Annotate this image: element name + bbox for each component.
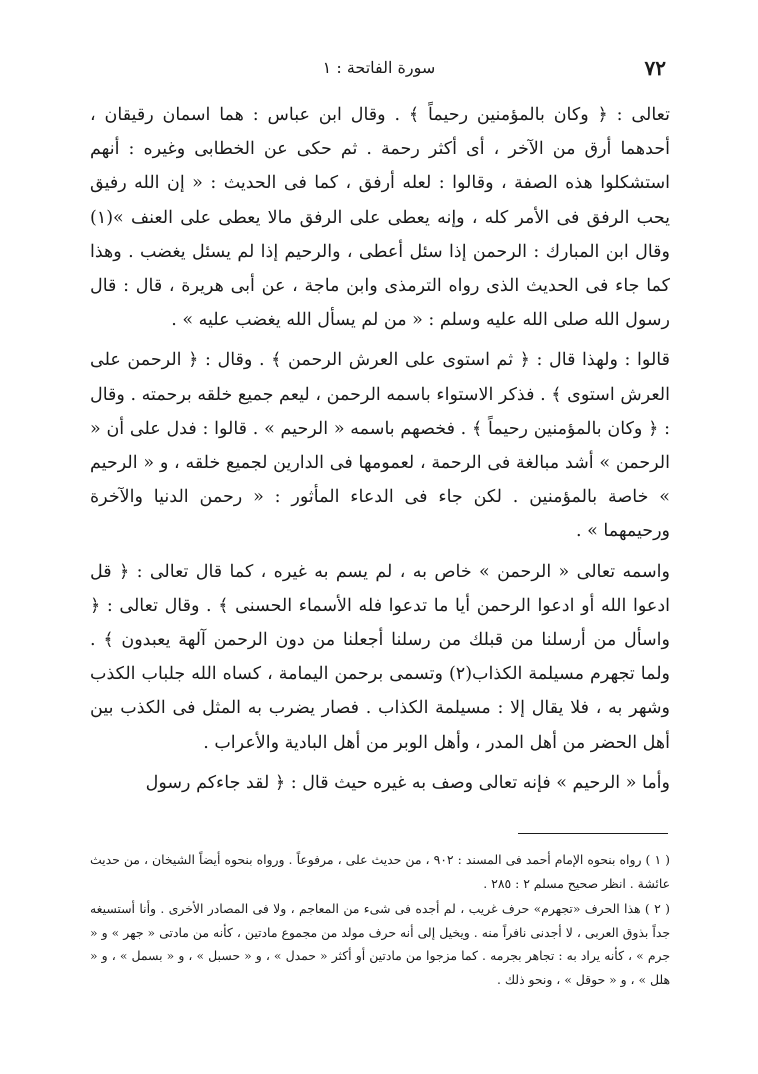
footnotes — [90, 848, 670, 991]
footnote: ( ٢ ) هذا الحرف «تجهرم» حرف غريب ، لم أجده فى شىء من المعاجم ، ولا فى المصادر الأخرى . وأنا أستسيغه جداً بذوق العربى ، لا أجدنى نافراً منه . ويخيل إلى أنه حرف مولد من مجموع مادتين ، كأنه من مادتى « جهر » و « جرم » ، كأنه يراد به : تجاهر بجرمه . كما مزجوا من مادتين أو أكثر « حمدل » ، و « حسبل » ، و « بسمل » ، و « هلل » ، و « حوقل » ، ونحو ذلك . — [90, 901, 670, 987]
page-header — [92, 56, 666, 86]
running-head: سورة الفاتحة : ١ — [322, 58, 436, 77]
paragraph: قالوا : ولهذا قال : ﴿ ثم استوى على العرش الرحمن ﴾ . وقال : ﴿ الرحمن على العرش استوى ﴾ . فذكر الاستواء باسمه الرحمن ، ليعم جميع خلقه برحمته . وقال : ﴿ وكان بالمؤمنين رحيماً ﴾ . فخصهم باسمه « الرحيم » . قالوا : فدل على أن « الرحمن » أشد مبالغة فى الرحمة ، لعمومها فى الدارين لجميع خلقه ، و « الرحيم » خاصة بالمؤمنين . لكن جاء فى الدعاء المأثور : « رحمن الدنيا والآخرة ورحيمهما » . — [90, 350, 670, 542]
paragraph: تعالى : ﴿ وكان بالمؤمنين رحيماً ﴾ . وقال ابن عباس : هما اسمان رقيقان ، أحدهما أرق من الآخر ، أى أكثر رحمة . ثم حكى عن الخطابى وغيره : أنهم استشكلوا هذه الصفة ، وقالوا : لعله أرفق ، كما فى الحديث : « إن الله رفيق يحب الرفق فى الأمر كله ، وإنه يعطى على الرفق مالا يعطى على العنف »(١) وقال ابن المبارك : الرحمن إذا سئل أعطى ، والرحيم إذا لم يسئل يغضب . وهذا كما جاء فى الحديث الذى رواه الترمذى وابن ماجة ، عن أبى هريرة ، قال : قال رسول الله صلى الله عليه وسلم : « من لم يسأل الله يغضب عليه » . — [90, 105, 670, 331]
page-number: ٧٢ — [644, 56, 666, 80]
footnote: ( ١ ) رواه بنحوه الإمام أحمد فى المسند : ٩٠٢ ، من حديث على ، مرفوعاً . ورواه بنحوه أيضاً الشيخان ، من حديث عائشة . انظر صحيح مسلم ٢ : ٢٨٥ . — [90, 852, 670, 891]
paragraph: وأما « الرحيم » فإنه تعالى وصف به غيره حيث قال : ﴿ لقد جاءكم رسول — [145, 772, 670, 793]
paragraph: واسمه تعالى « الرحمن » خاص به ، لم يسم به غيره ، كما قال تعالى : ﴿ قل ادعوا الله أو ادعوا الرحمن أيا ما تدعوا فله الأسماء الحسنى ﴾ . وقال تعالى : ﴿ واسأل من أرسلنا من قبلك من رسلنا أجعلنا من دون الرحمن آلهة يعبدون ﴾ . ولما تجهرم مسيلمة الكذاب(٢) وتسمى برحمن اليمامة ، كساه الله جلباب الكذب وشهر به ، فلا يقال إلا : مسيلمة الكذاب . فصار يضرب به المثل فى الكذب بين أهل الحضر من أهل المدر ، وأهل الوبر من أهل البادية والأعراب . — [90, 561, 670, 753]
main-text — [90, 98, 670, 800]
footnote-divider — [518, 833, 668, 834]
